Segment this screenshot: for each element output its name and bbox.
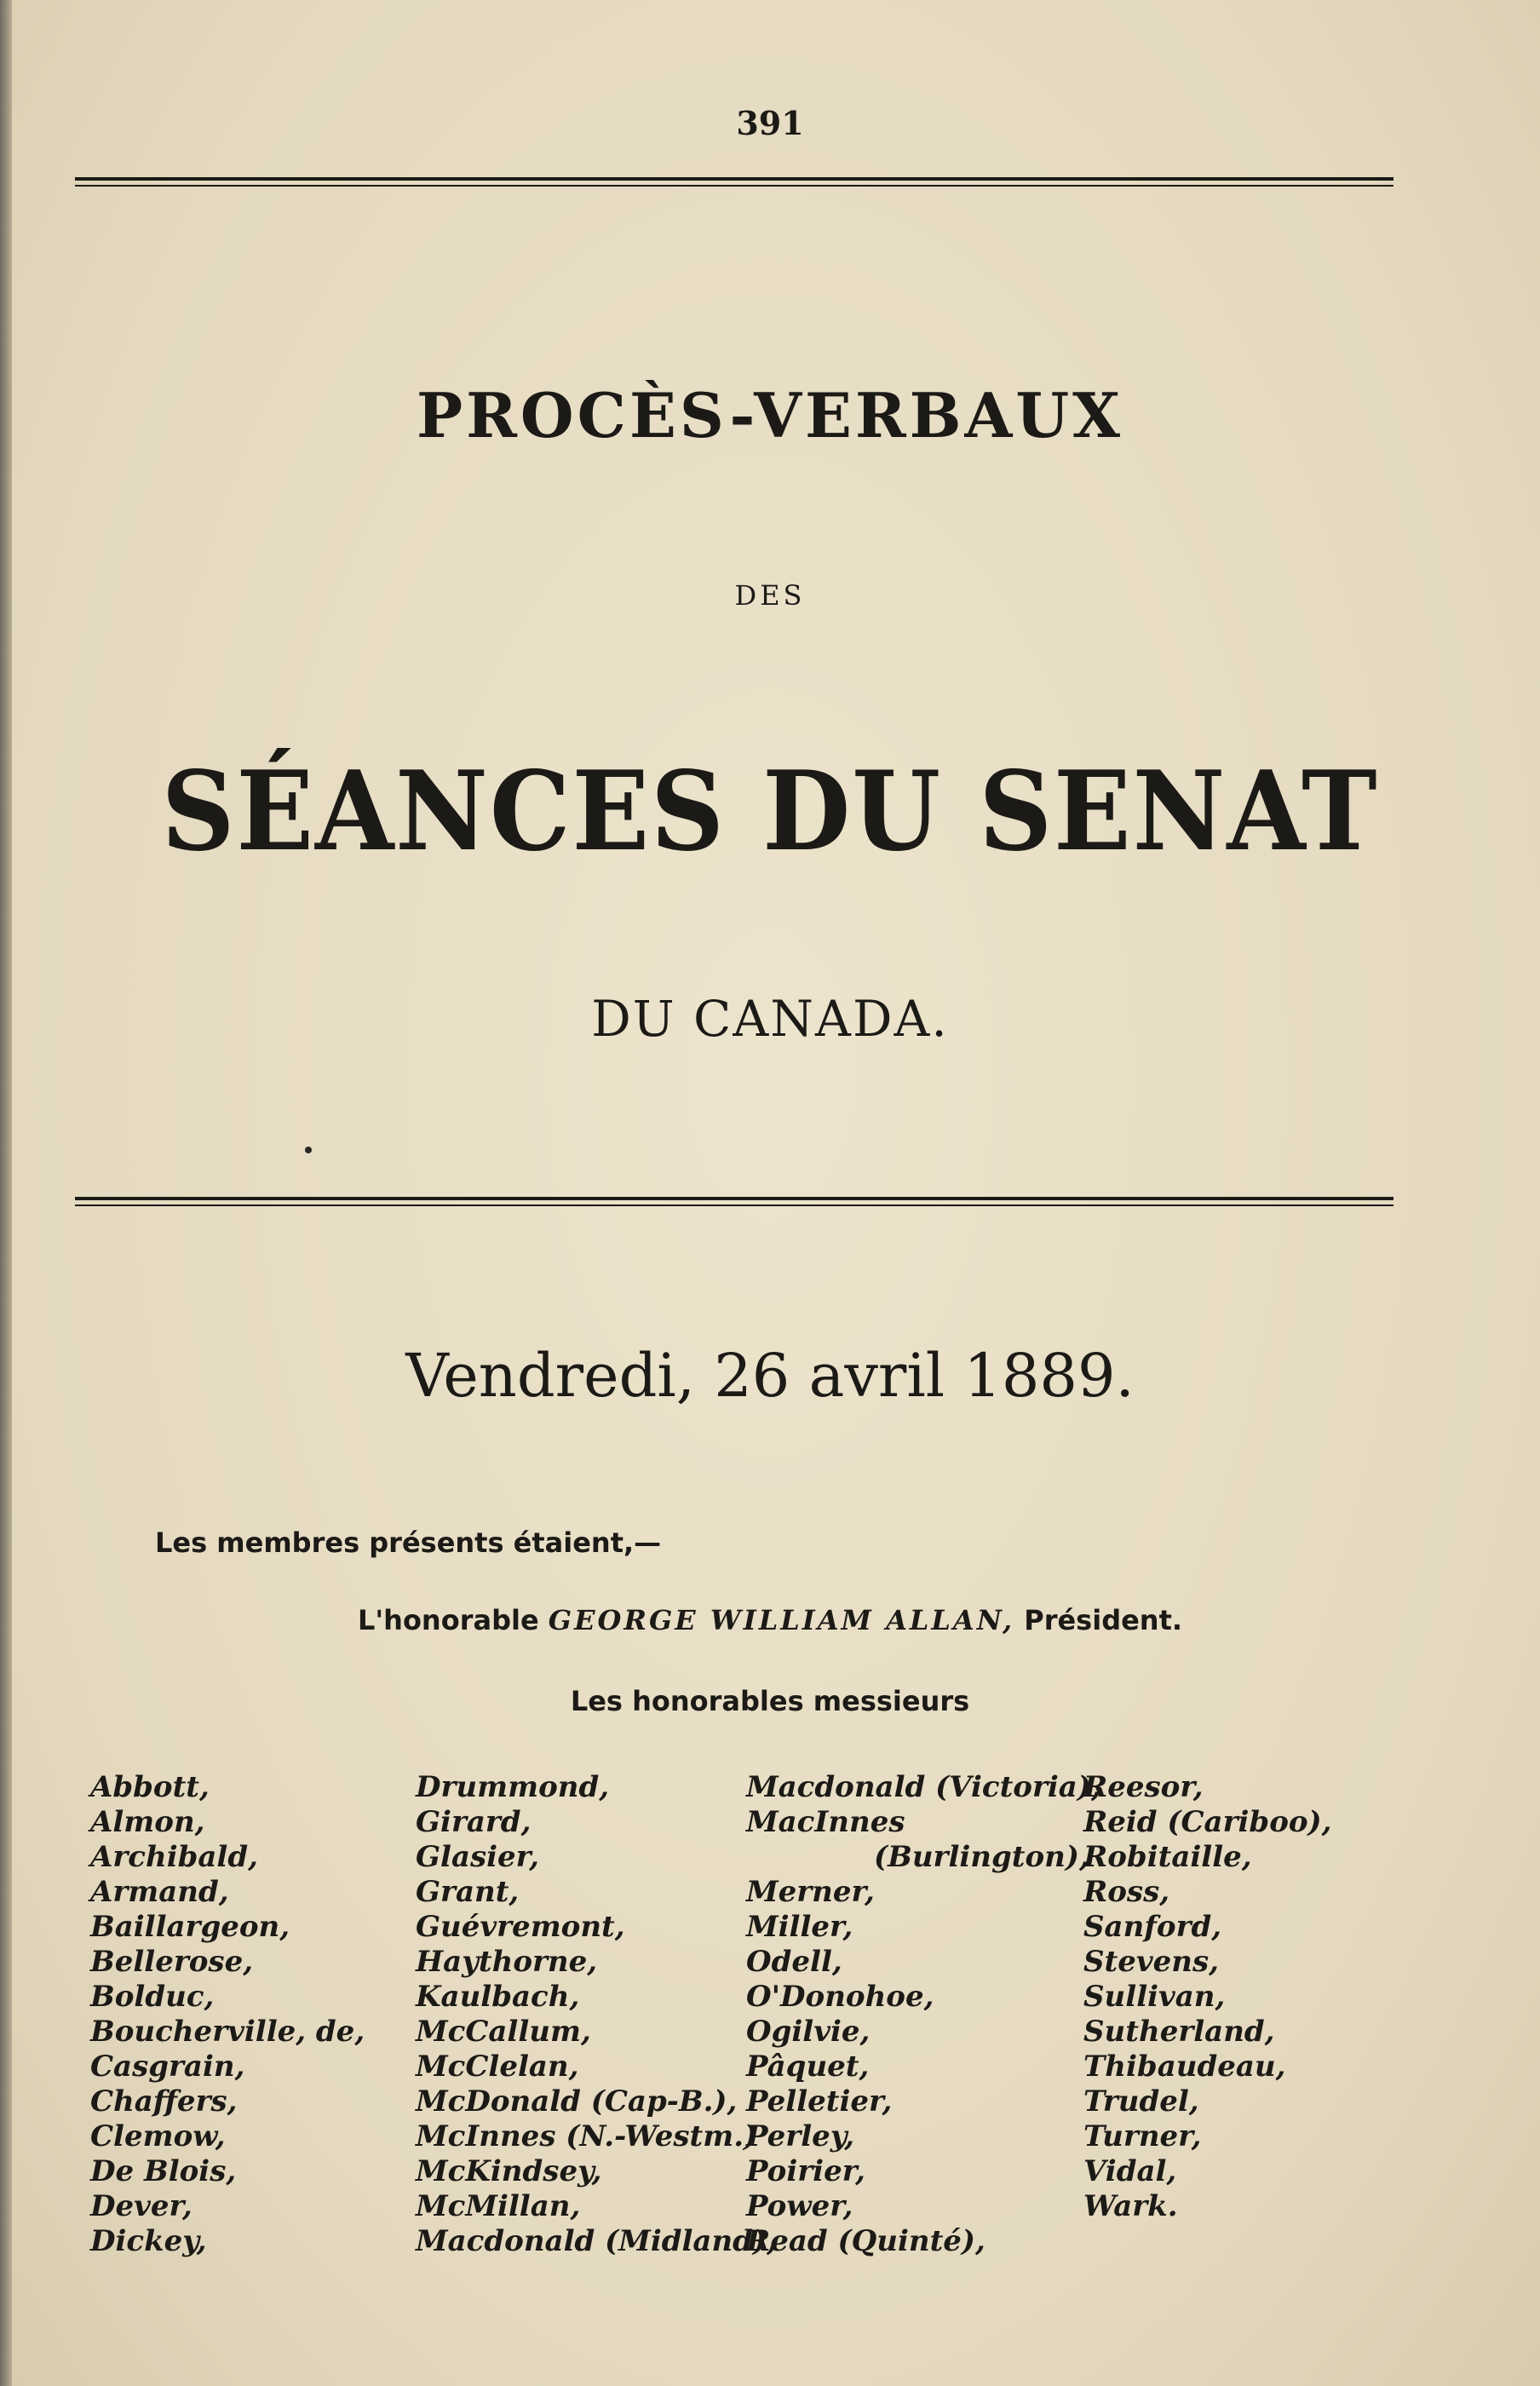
honorables-heading: Les honorables messieurs bbox=[570, 1685, 970, 1717]
title-des: DES bbox=[734, 579, 806, 612]
senator-name: Robitaille, bbox=[1083, 1840, 1252, 1874]
senator-name: Poirier, bbox=[746, 2154, 865, 2188]
senator-name: Macdonald (Midland), bbox=[416, 2224, 777, 2258]
senator-name-continuation: (Burlington), bbox=[874, 1840, 1089, 1874]
senator-name: McInnes (N.-Westm.) bbox=[416, 2119, 758, 2153]
senator-name: Chaffers, bbox=[90, 2084, 238, 2119]
senator-name: Power, bbox=[746, 2189, 853, 2223]
senator-column-4 bbox=[1083, 1770, 1331, 2224]
senator-name: Grant, bbox=[416, 1875, 520, 1909]
senator-name: Sullivan, bbox=[1083, 1980, 1226, 2014]
president-line bbox=[0, 1604, 1540, 1636]
title-du-canada: DU CANADA. bbox=[591, 990, 949, 1048]
senator-name: Baillargeon, bbox=[90, 1910, 290, 1944]
senator-name: Pelletier, bbox=[746, 2084, 893, 2119]
senator-name: Dickey, bbox=[90, 2224, 207, 2258]
senator-name: Odell, bbox=[746, 1945, 842, 1979]
senator-name: Ogilvie, bbox=[746, 2015, 871, 2049]
senator-name: Drummond, bbox=[416, 1770, 610, 1804]
senator-name: McCallum, bbox=[416, 2015, 591, 2049]
senator-name: Wark. bbox=[1083, 2189, 1178, 2223]
senator-name: Armand, bbox=[90, 1875, 229, 1909]
binding-edge bbox=[0, 0, 12, 2386]
senator-name: Miller, bbox=[746, 1910, 853, 1944]
senator-name: Read (Quinté), bbox=[746, 2224, 985, 2258]
top-double-rule bbox=[75, 177, 1393, 187]
senator-name: McDonald (Cap-B.), bbox=[416, 2084, 738, 2119]
senator-name: McKindsey, bbox=[416, 2154, 602, 2188]
senator-name: Sutherland, bbox=[1083, 2015, 1275, 2049]
senator-name: Guévremont, bbox=[416, 1910, 625, 1944]
senator-name: Ross, bbox=[1083, 1875, 1170, 1909]
senator-name: MacInnes bbox=[746, 1805, 905, 1839]
senator-name: Clemow, bbox=[90, 2119, 226, 2153]
senator-name: Glasier, bbox=[416, 1840, 539, 1874]
session-date: Vendredi, 26 avril 1889. bbox=[405, 1341, 1135, 1411]
senator-name: Sanford, bbox=[1083, 1910, 1222, 1944]
senator-column-1 bbox=[90, 1770, 365, 2259]
senator-name: Merner, bbox=[746, 1875, 875, 1909]
president-title: Président. bbox=[1024, 1604, 1183, 1636]
senator-name: Archibald, bbox=[90, 1840, 258, 1874]
senator-name: Girard, bbox=[416, 1805, 532, 1839]
senator-name: Casgrain, bbox=[90, 2050, 245, 2084]
senator-name: Bolduc, bbox=[90, 1980, 215, 2014]
senator-name: Bellerose, bbox=[90, 1945, 254, 1979]
senator-name: Boucherville, de, bbox=[90, 2015, 365, 2049]
senator-name: Vidal, bbox=[1083, 2154, 1177, 2188]
president-name: GEORGE WILLIAM ALLAN, bbox=[548, 1604, 1015, 1636]
senator-name: Reesor, bbox=[1083, 1770, 1204, 1804]
senator-name: De Blois, bbox=[90, 2154, 237, 2188]
senator-name: Perley, bbox=[746, 2119, 855, 2153]
senator-name: McClelan, bbox=[416, 2050, 579, 2084]
senator-name: Stevens, bbox=[1083, 1945, 1219, 1979]
senator-name: Thibaudeau, bbox=[1083, 2050, 1286, 2084]
senator-column-3 bbox=[746, 1770, 1101, 2259]
president-prefix: L'honorable bbox=[357, 1604, 539, 1636]
members-present-intro: Les membres présents étaient,— bbox=[155, 1526, 662, 1559]
senator-name: Almon, bbox=[90, 1805, 205, 1839]
senator-name: Dever, bbox=[90, 2189, 192, 2223]
senator-column-2 bbox=[416, 1770, 777, 2259]
senator-name: Haythorne, bbox=[416, 1945, 598, 1979]
senator-name: Reid (Cariboo), bbox=[1083, 1805, 1332, 1839]
middle-double-rule bbox=[75, 1197, 1393, 1206]
senator-name: Trudel, bbox=[1083, 2084, 1199, 2119]
print-speck bbox=[305, 1147, 312, 1153]
senator-name: O'Donohoe, bbox=[746, 1980, 934, 2014]
senator-name: Turner, bbox=[1083, 2119, 1202, 2153]
senator-name: Pâquet, bbox=[746, 2050, 870, 2084]
senator-name: Abbott, bbox=[90, 1770, 210, 1804]
title-proces-verbaux: PROCÈS-VERBAUX bbox=[416, 379, 1124, 451]
title-seances-du-senat: SÉANCES DU SENAT bbox=[161, 748, 1379, 876]
senator-name: McMillan, bbox=[416, 2189, 581, 2223]
senator-name: Kaulbach, bbox=[416, 1980, 580, 2014]
senator-name: Macdonald (Victoria), bbox=[746, 1770, 1101, 1804]
page-number: 391 bbox=[736, 104, 804, 142]
